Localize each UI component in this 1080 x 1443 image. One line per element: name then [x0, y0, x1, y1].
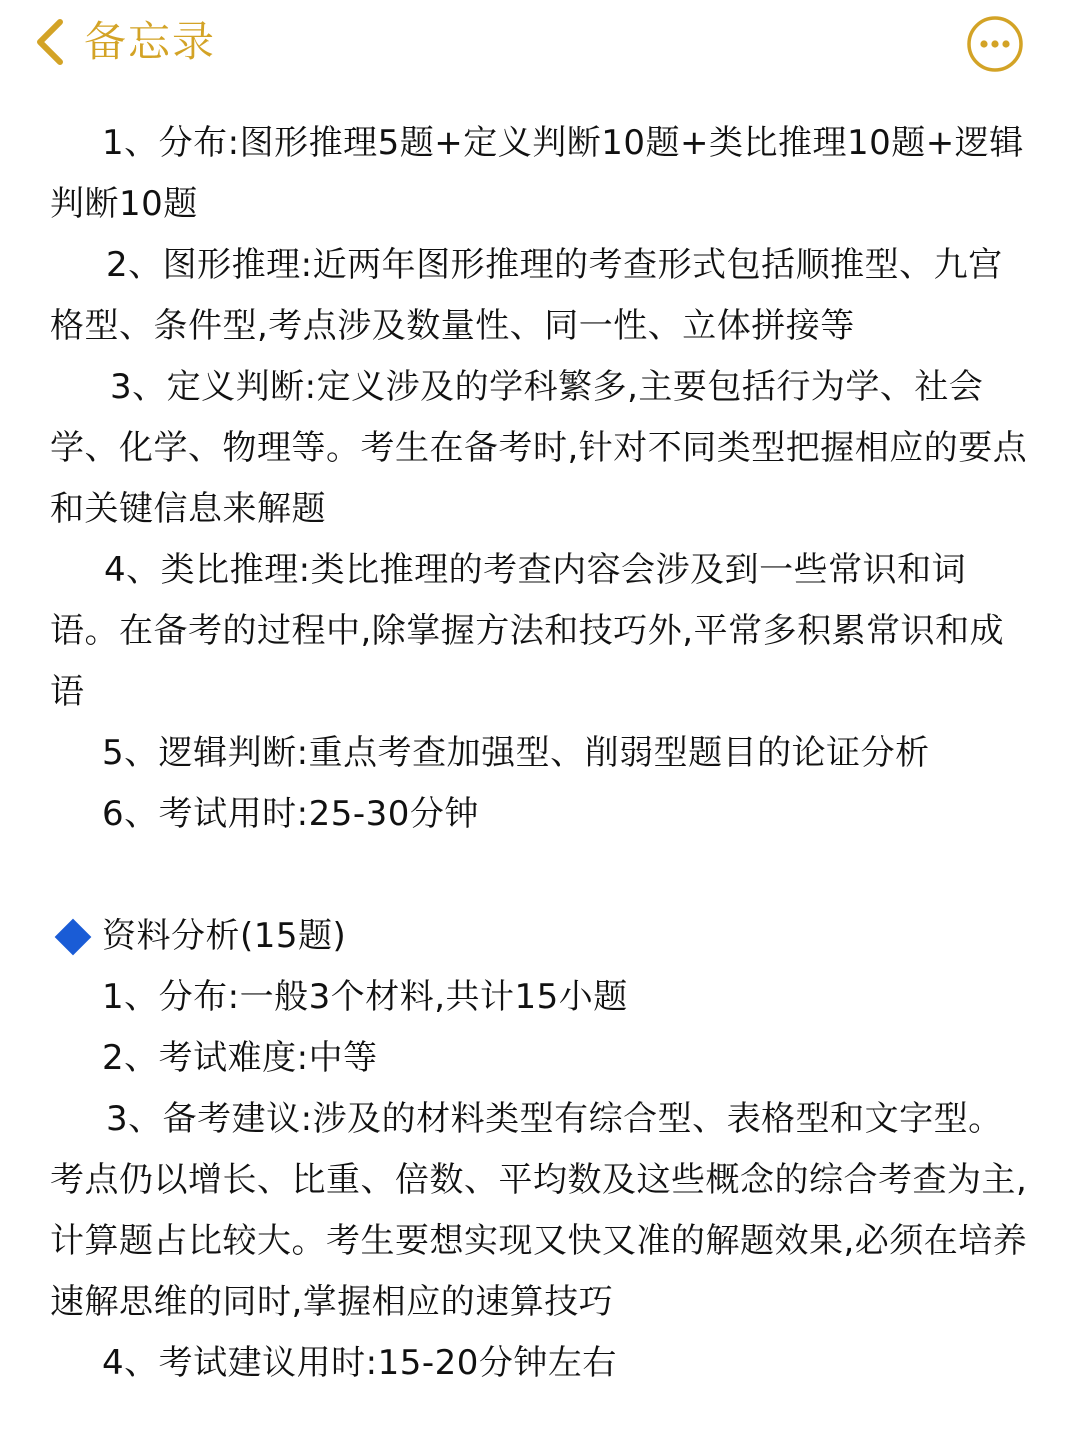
- note-paragraph: 4、类比推理:类比推理的考查内容会涉及到一些常识和词语。在备考的过程中,除掌握方法和技巧外,平常多积累常识和成语: [50, 550, 1005, 712]
- note-paragraph: 2、考试难度:中等: [102, 1038, 378, 1078]
- note-paragraph: 2、图形推理:近两年图形推理的考查形式包括顺推型、九宫格型、条件型,考点涉及数量性、同一性、立体拼接等: [50, 245, 1003, 346]
- blank-line: [50, 845, 1035, 906]
- note-paragraph: 5、逻辑判断:重点考查加强型、削弱型题目的论证分析: [102, 733, 930, 773]
- back-label: 备忘录: [84, 17, 217, 66]
- more-horizontal-icon[interactable]: [966, 15, 1024, 73]
- blue-diamond-icon: [55, 918, 92, 955]
- section-heading: [50, 906, 1035, 967]
- note-paragraph: 3、定义判断:定义涉及的学科繁多,主要包括行为学、社会学、化学、物理等。考生在备考时,针对不同类型把握相应的要点和关键信息来解题: [50, 367, 1028, 529]
- note-paragraph: 1、分布:图形推理5题+定义判断10题+类比推理10题+逻辑判断10题: [50, 123, 1024, 224]
- section-heading-text: 资料分析(15题): [102, 916, 347, 956]
- back-button[interactable]: [28, 12, 216, 72]
- note-paragraph: 1、分布:一般3个材料,共计15小题: [102, 977, 628, 1017]
- note-paragraph: 6、考试用时:25-30分钟: [102, 794, 479, 834]
- note-body: [50, 113, 1035, 1394]
- top-bar: [0, 0, 1080, 90]
- chevron-left-icon: [28, 12, 72, 72]
- note-paragraph: 3、备考建议:涉及的材料类型有综合型、表格型和文字型。考点仍以增长、比重、倍数、平均数及这些概念的综合考查为主,计算题占比较大。考生要想实现又快又准的解题效果,必须在培养速解思维的同时,掌握相应的速算技巧: [50, 1099, 1028, 1322]
- note-paragraph: 4、考试建议用时:15-20分钟左右: [102, 1343, 617, 1383]
